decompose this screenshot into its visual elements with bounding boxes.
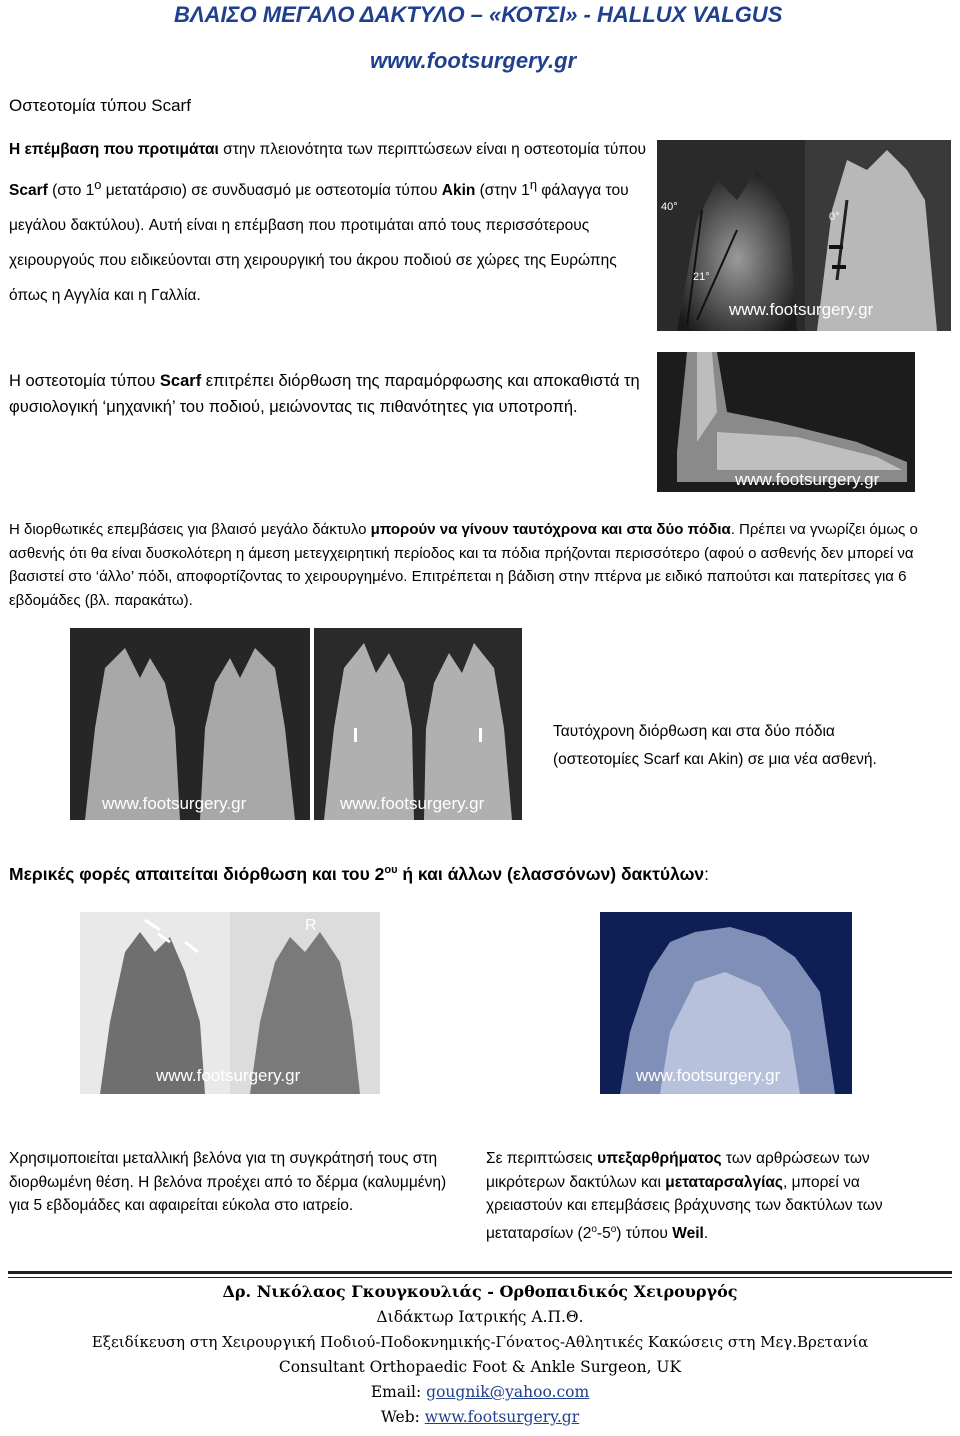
intro-sup-2: η [529, 177, 537, 192]
xray-side-marker: R [305, 917, 317, 934]
page-title: ΒΛΑΙΣΟ ΜΕΓΑΛΟ ΔΑΚΤΥΛΟ – «ΚΟΤΣΙ» - HALLUX VALGUS [174, 2, 783, 27]
intro-bold-1: Η επέμβαση που προτιμάται [9, 141, 219, 158]
heading2-text-3: : [704, 864, 709, 884]
section-title: Οστεοτομία τύπου Scarf [9, 96, 191, 115]
intro-text-4: (στην 1 [475, 182, 530, 200]
email-link[interactable]: gougnik@yahoo.com [426, 1383, 590, 1401]
xray-bilateral-preop [70, 628, 310, 820]
footer-email [0, 1383, 960, 1401]
para2-bold-1: Scarf [159, 372, 202, 390]
footer-divider-thin [8, 1277, 952, 1278]
weil-bold-3: Weil [672, 1224, 704, 1242]
heading2-text-2: ή και άλλων (ελασσόνων) δακτύλων [397, 864, 705, 884]
para2-text-2: επιτρέπει διόρθωση της παραμόρφωσης και αποκαθιστά τη φυσιολογική ‘μηχανική’ του ποδιού, μειώνοντας τις πιθανότητες για υποτροπή. [9, 372, 640, 416]
heading2-sup: ου [384, 864, 398, 877]
watermark: www.footsurgery.gr [156, 1066, 301, 1085]
footer-web [0, 1408, 960, 1426]
web-link[interactable]: www.footsurgery.gr [424, 1408, 580, 1426]
para3-text-2: . Πρέπει να γνωρίζει όμως ο ασθενής ότι θα είναι δυσκολότερη η άμεση μετεγχειρητική περίοδος και τα πόδια πρήζονται περισσότερο (αφού ο ασθενής δεν μπορεί να βασιστεί στο ‘άλλο’ πόδι, αποφορτίζοντας το χειρουργημένο. Επιτρέπεται η βάδιση στην πτέρνα με ειδικό παπούτσι και πατερίτσες για 6 εβδομάδες (βλ. παρακάτω). [9, 521, 918, 609]
intro-text-5: φάλαγγα του μεγάλου δακτύλου). Αυτή είναι η επέμβαση που προτιμάται από τους περισσότερους χειρουργούς που ειδικεύονται στη χειρουργική του άκρου ποδιού σε χώρες της Ευρώπης όπως η Αγγλία και η Γαλλία. [9, 182, 629, 305]
xray-ap-scarf [657, 140, 951, 331]
watermark: www.footsurgery.gr [340, 794, 485, 813]
xray-lateral-foot [657, 352, 915, 492]
footer-specialty: Εξειδίκευση στη Χειρουργική Ποδιού-Ποδοκνημικής-Γόνατος-Αθλητικές Κακώσεις στη Μεγ.Βρετανία [91, 1333, 869, 1351]
bilateral-paragraph [9, 518, 955, 612]
email-label: Email: [370, 1383, 427, 1401]
weil-text-1: Σε περιπτώσεις [486, 1150, 598, 1167]
weil-bold-2: μεταταρσαλγίας [665, 1173, 783, 1191]
site-url: www.footsurgery.gr [370, 48, 577, 73]
intro-sup-1: ο [94, 177, 102, 192]
lesser-toes-heading [9, 864, 709, 885]
intro-text-3: μετατάρσιο) σε συνδυασμό με οστεοτομία τύπου [101, 182, 442, 200]
weil-text-5: ) τύπου [616, 1224, 673, 1242]
weil-sup-2: ο [610, 1223, 617, 1235]
intro-bold-2: Scarf [9, 182, 48, 200]
bilateral-caption-line-1: Ταυτόχρονη διόρθωση και στα δύο πόδια [553, 723, 835, 740]
xray-angle-label-3: 0° [829, 211, 840, 223]
watermark: www.footsurgery.gr [636, 1066, 781, 1085]
weil-sup-1: ο [591, 1223, 597, 1235]
watermark: www.footsurgery.gr [102, 794, 247, 813]
weil-text-6: . [703, 1224, 709, 1242]
intro-paragraph [9, 132, 649, 313]
footer-degree: Διδάκτωρ Ιατρικής Α.Π.Θ. [376, 1308, 584, 1326]
web-label: Web: [380, 1408, 425, 1426]
intro-bold-3: Akin [441, 182, 476, 200]
weil-text-2: των αρθρώσεων των μικρότερων δακτύλων και [486, 1150, 870, 1191]
xray-angle-label-2: 21° [693, 271, 710, 283]
xray-weil-osteotomy [600, 912, 852, 1094]
para3-bold-1: μπορούν να γίνουν ταυτόχρονα και στα δύο πόδια [370, 521, 731, 538]
heading2-text-1: Μερικές φορές απαιτείται διόρθωση και του 2 [9, 864, 385, 884]
intro-text-1: στην πλειονότητα των περιπτώσεων είναι η οστεοτομία τύπου [218, 141, 646, 158]
weil-text-3: , μπορεί να χρειαστούν και επεμβάσεις βράχυνσης των δακτύλων των μεταταρσίων (2 [486, 1173, 883, 1242]
watermark: www.footsurgery.gr [729, 300, 874, 319]
bilateral-caption [553, 718, 953, 774]
xray-angle-label-1: 40° [661, 201, 678, 213]
para2-text-1: Η οστεοτομία τύπου [9, 372, 160, 390]
xray-lesser-toes-wire [80, 912, 380, 1094]
weil-text-4: -5 [596, 1224, 611, 1242]
watermark: www.footsurgery.gr [735, 470, 880, 489]
para3-text-1: Η διορθωτικές επεμβάσεις για βλαισό μεγάλο δάκτυλο [9, 521, 371, 538]
xray-bilateral-preop-graphic [70, 628, 310, 820]
xray-bilateral-postop-graphic [314, 628, 522, 820]
xray-bilateral-postop [314, 628, 522, 820]
footer-divider [8, 1271, 952, 1274]
footer-consultant: Consultant Orthopaedic Foot & Ankle Surgeon, UK [278, 1358, 682, 1376]
weil-caption [486, 1147, 926, 1245]
weil-bold-1: υπεξαρθρήματος [597, 1150, 722, 1167]
intro-text-2: (στο 1 [47, 182, 95, 200]
bilateral-caption-line-2: (οστεοτομίες Scarf και Akin) σε μια νέα ασθενή. [553, 751, 877, 768]
wire-caption: Χρησιμοποιείται μεταλλική βελόνα για τη συγκράτησή τους στη διορθωμένη θέση. Η βελόνα προέχει από το δέρμα (καλυμμένη) για 5 εβδομάδες και αφαιρείται εύκολα στο ιατρείο. [9, 1150, 447, 1214]
scarf-paragraph [9, 368, 649, 420]
footer-name: Δρ. Νικόλαος Γκουγκουλιάς - Ορθοπαιδικός Χειρουργός [222, 1282, 738, 1301]
